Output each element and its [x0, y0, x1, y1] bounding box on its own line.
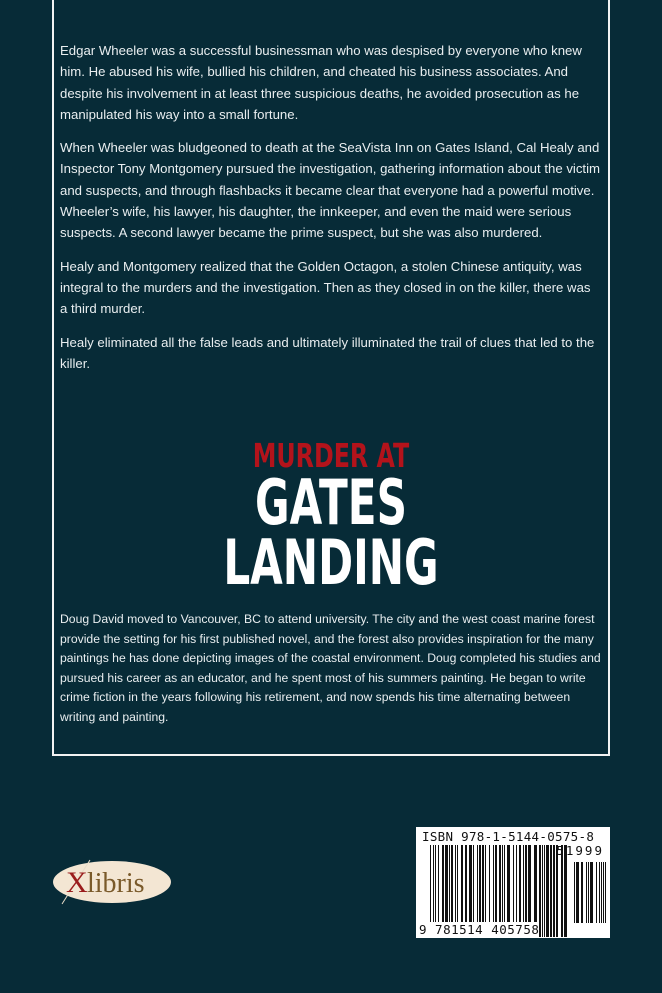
blurb — [60, 40, 600, 386]
barcode-bar — [556, 845, 558, 937]
barcode-bar — [605, 862, 606, 923]
barcode-bar — [561, 845, 563, 937]
barcode-bar — [601, 862, 602, 923]
barcode-bar — [550, 845, 552, 937]
blurb-paragraph: When Wheeler was bludgeoned to death at the SeaVista Inn on Gates Island, Cal Healy and Inspector Tony Montgomery pursued the investigation, gathering information about the victim and suspects, and through flashbacks it became clear that everyone had a powerful motive. Wheeler’s wife, his lawyer, his daughter, the innkeeper, and even the maid were serious suspects. A second lawyer became the prime suspect, but she was also murdered. — [60, 140, 601, 241]
title-line-1: MURDER AT — [252, 436, 410, 475]
barcode-bar — [599, 862, 600, 923]
svg-text:X: X — [66, 866, 88, 899]
barcode-bar — [590, 862, 593, 923]
blurb-paragraph: Edgar Wheeler was a successful businessman who was despised by everyone who knew him. He abused his wife, bullied his children, and cheated his business associates. And despite his involvement in at least three suspicious deaths, he avoided prosecution as he manipulated his way into a small fortune. — [60, 43, 582, 122]
barcode-bar — [546, 845, 549, 937]
barcode-bar — [588, 862, 589, 923]
price-code: 51999 — [556, 843, 604, 858]
barcode-bar — [574, 862, 575, 923]
title-line-3: LANDING — [223, 526, 439, 599]
barcode-bar — [603, 862, 604, 923]
barcode-bar — [596, 862, 597, 923]
author-bio: Doug David moved to Vancouver, BC to attend university. The city and the west coast marine forest provide the setting for his first published novel, and the forest also provides inspiration for the many paintings he has done depicting images of the coastal environment. Doug completed his studies and pursued his career as an educator, and he spent most of his summers painting. He began to write crime fiction in the years following his retirement, and now spends his time alternating between writing and painting. — [60, 612, 601, 724]
title-line-2: GATES — [255, 466, 407, 539]
isbn-text: ISBN 978-1-5144-0575-8 — [422, 829, 595, 844]
blurb-paragraph: Healy and Montgomery realized that the Golden Octagon, a stolen Chinese antiquity, was integral to the murders and the investigation. Then as they closed in on the killer, there was a third murder. — [60, 258, 591, 317]
barcode-bar — [586, 862, 587, 923]
blurb-paragraph: Healy eliminated all the false leads and ultimately illuminated the trail of clues that led to the killer. — [60, 334, 595, 371]
barcode-bar — [581, 862, 583, 923]
publisher-logo — [50, 858, 174, 906]
ean-number: 9 781514 405758 — [419, 922, 540, 937]
svg-text:libris: libris — [87, 868, 145, 899]
barcode-bar — [553, 845, 555, 937]
barcode-bar — [576, 862, 579, 923]
isbn-barcode — [416, 827, 610, 938]
barcode-bar — [544, 845, 545, 937]
barcode-bar — [564, 845, 567, 937]
barcode-bar — [542, 845, 543, 937]
